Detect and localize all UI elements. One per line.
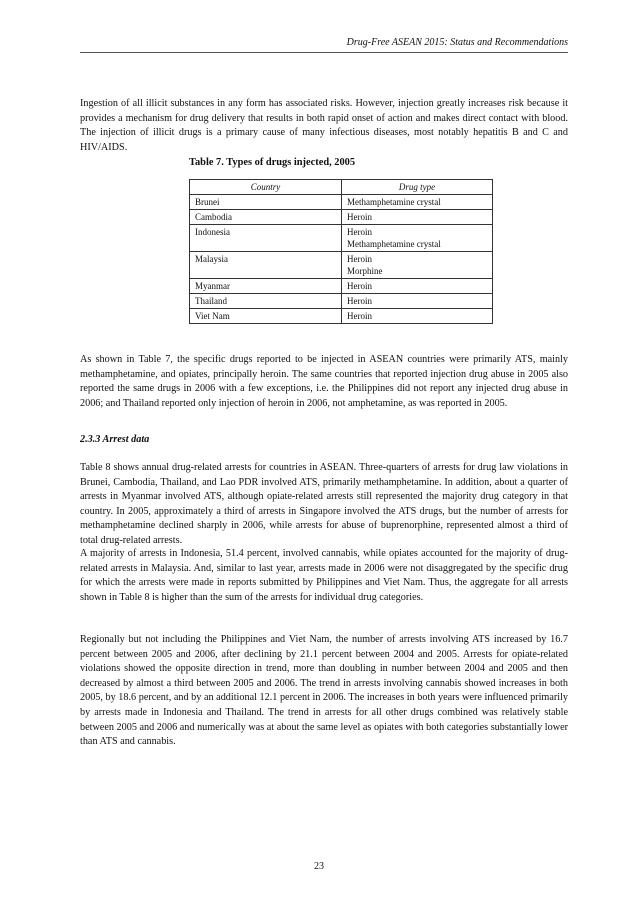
drug-type-cell — [342, 252, 493, 279]
page-number: 23 — [314, 861, 324, 872]
header-rule — [80, 52, 568, 53]
table-row — [190, 210, 493, 225]
intro-paragraph: Ingestion of all illicit substances in any form has associated risks. However, injection greatly increases risk because it provides a mechanism for drug delivery that results in both rapid onset of action and makes direct contact with blood. The injection of illicit drugs is a primary cause of many infectious diseases, most notably hepatitis B and C and HIV/AIDS. — [80, 98, 568, 153]
table-row — [190, 279, 493, 294]
drug-type-item: Heroin — [347, 212, 372, 222]
column-header-country: Country — [190, 180, 342, 195]
drug-type-cell — [342, 279, 493, 294]
drug-type-cell — [342, 294, 493, 309]
table-7-caption: Table 7. Types of drugs injected, 2005 — [189, 157, 356, 168]
table-discussion-paragraph: As shown in Table 7, the specific drugs reported to be injected in ASEAN countries were primarily ATS, mainly methamphetamine, and opiates, principally heroin. The same countries that reported injection drug abuse in 2005 also reported the same drugs in 2006 with a few exceptions, i.e. the Philippines did not report any injected drug abuse in 2006; and Thailand reported only injection of heroin in 2006, not amphetamine, as was reported in 2005. — [80, 354, 568, 409]
drug-type-item: Heroin — [347, 254, 372, 264]
drug-type-cell — [342, 225, 493, 252]
table-row — [190, 225, 493, 252]
country-cell: Myanmar — [190, 279, 342, 294]
running-header: Drug-Free ASEAN 2015: Status and Recommendations — [346, 37, 568, 48]
country-cell: Cambodia — [190, 210, 342, 225]
section-heading: 2.3.3 Arrest data — [80, 434, 150, 445]
country-cell: Indonesia — [190, 225, 342, 252]
table-row — [190, 309, 493, 324]
drug-type-cell — [342, 309, 493, 324]
column-header-drug-type: Drug type — [342, 180, 493, 195]
drug-type-item: Methamphetamine crystal — [347, 239, 441, 249]
table-header-row — [190, 180, 493, 195]
table-row — [190, 294, 493, 309]
table-7 — [189, 179, 493, 324]
table-row — [190, 252, 493, 279]
drug-type-item: Morphine — [347, 266, 383, 276]
country-cell: Brunei — [190, 195, 342, 210]
country-cell: Viet Nam — [190, 309, 342, 324]
arrest-paragraph-3: Regionally but not including the Philippines and Viet Nam, the number of arrests involving ATS increased by 16.7 percent between 2005 and 2006, after declining by 21.1 percent between 2004 and 2005. Arrests for opiate-related violations showed the opposite direction in trend, more than doubling in number between 2004 and 2005 and then decreased by almost a third between 2005 and 2006. The trend in arrests involving cannabis showed increases in both 2005, by 18.6 percent, and by an additional 12.1 percent in 2006. The increases in both years were influenced primarily by arrests made in Indonesia and Thailand. The trend in arrests for all other drugs combined was relatively stable between 2005 and 2006 and numerically was at about the same level as opiates with both categories substantially lower than ATS and cannabis. — [80, 634, 568, 748]
drug-type-item: Heroin — [347, 311, 372, 321]
country-cell: Thailand — [190, 294, 342, 309]
arrest-paragraph-2: A majority of arrests in Indonesia, 51.4 percent, involved cannabis, while opiates accounted for the majority of drug-related arrests in Malaysia. And, similar to last year, arrests made in 2006 were not disaggregated by the specific drug for which the arrests were made in reports submitted by Philippines and Viet Nam. Thus, the aggregate for all arrests shown in Table 8 is higher than the sum of the arrests for individual drug categories. — [80, 548, 568, 603]
drug-type-item: Heroin — [347, 227, 372, 237]
drug-type-item: Methamphetamine crystal — [347, 197, 441, 207]
table-row — [190, 195, 493, 210]
drug-type-item: Heroin — [347, 281, 372, 291]
drug-type-item: Heroin — [347, 296, 372, 306]
country-cell: Malaysia — [190, 252, 342, 279]
drug-type-cell — [342, 195, 493, 210]
drug-type-cell — [342, 210, 493, 225]
arrest-paragraph-1: Table 8 shows annual drug-related arrests for countries in ASEAN. Three-quarters of arrests for drug law violations in Brunei, Cambodia, Thailand, and Lao PDR involved ATS, primarily methamphetamine. In addition, about a quarter of arrests in Myanmar involved ATS, although opiate-related arrests still represented the majority drug category in that country. In 2005, approximately a third of arrests in Singapore involved the ATS drugs, but the number of arrests for methamphetamine declined sharply in 2006, while arrests for abuse of buprenorphine, represented almost a third of total drug-related arrests. — [80, 462, 568, 546]
